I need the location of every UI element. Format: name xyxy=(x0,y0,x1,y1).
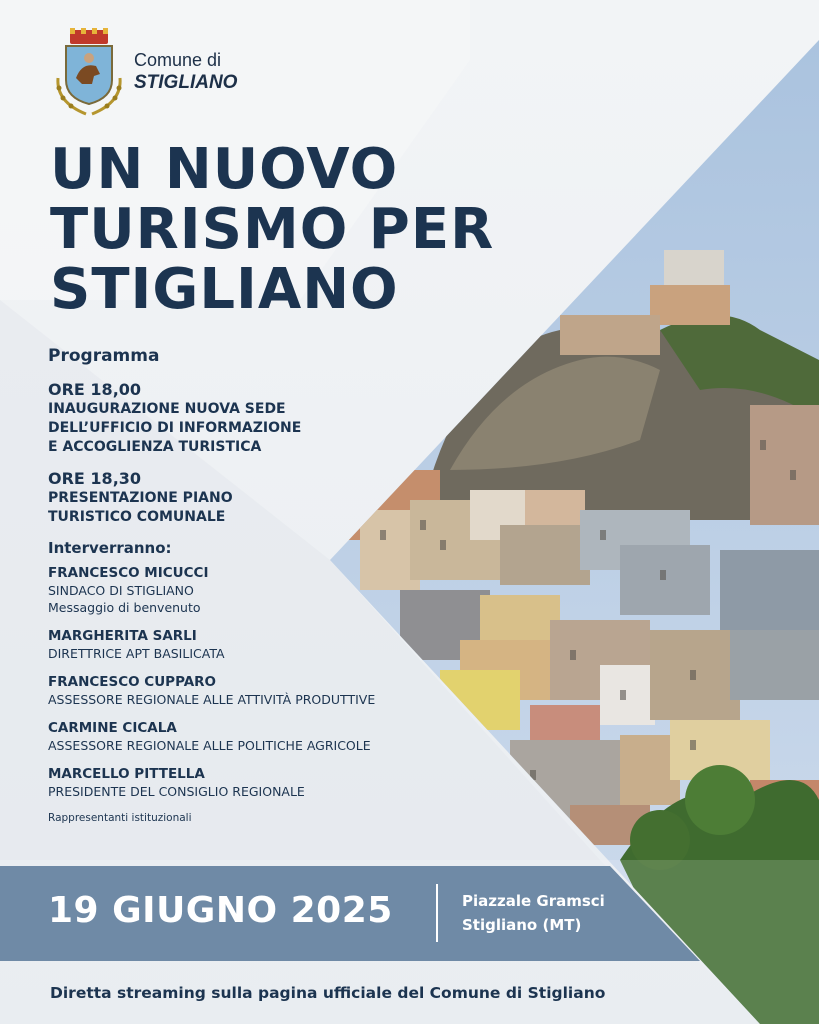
date-divider xyxy=(436,884,438,942)
speaker-role: ASSESSORE REGIONALE ALLE ATTIVITÀ PRODUTTIVE xyxy=(48,692,376,707)
slot-time: ORE 18,00 xyxy=(48,380,142,399)
slot-description-line: DELL’UFFICIO DI INFORMAZIONE xyxy=(48,420,302,436)
comune-name: STIGLIANO xyxy=(134,72,238,93)
program-heading: Programma xyxy=(48,346,160,366)
title-line-2: TURISMO PER xyxy=(50,197,495,262)
speaker-item xyxy=(48,565,468,616)
title-line-1: UN NUOVO xyxy=(50,137,399,202)
slot-description-line: TURISTICO COMUNALE xyxy=(48,509,226,525)
event-place-line-1: Piazzale Gramsci xyxy=(462,892,605,910)
representatives-note: Rappresentanti istituzionali xyxy=(48,812,192,824)
speaker-name: CARMINE CICALA xyxy=(48,720,177,736)
header xyxy=(52,28,352,118)
speaker-name: MARCELLO PITTELLA xyxy=(48,766,205,782)
event-date: 19 GIUGNO 2025 xyxy=(48,890,393,931)
program-slot xyxy=(48,469,468,527)
title-line-3: STIGLIANO xyxy=(50,257,399,322)
interventions-heading: Interverranno: xyxy=(48,539,172,557)
speaker-note: Messaggio di benvenuto xyxy=(48,600,201,615)
streaming-footer: Diretta streaming sulla pagina ufficiale del Comune di Stigliano xyxy=(50,984,606,1002)
municipal-crest-icon xyxy=(52,28,126,118)
slot-description-line: E ACCOGLIENZA TURISTICA xyxy=(48,439,262,455)
program-slot xyxy=(48,380,468,457)
slot-description-line: INAUGURAZIONE NUOVA SEDE xyxy=(48,401,286,417)
speaker-item xyxy=(48,766,468,800)
event-place-line-2: Stigliano (MT) xyxy=(462,916,582,934)
speaker-role: DIRETTRICE APT BASILICATA xyxy=(48,646,225,661)
speaker-name: FRANCESCO CUPPARO xyxy=(48,674,217,690)
program-section xyxy=(48,346,468,824)
speaker-item xyxy=(48,674,468,708)
comune-di-label: Comune di xyxy=(134,50,222,70)
speaker-role: ASSESSORE REGIONALE ALLE POLITICHE AGRICOLE xyxy=(48,738,371,753)
speaker-item xyxy=(48,628,468,662)
page-title xyxy=(50,137,610,322)
slot-description-line: PRESENTAZIONE PIANO xyxy=(48,490,233,506)
speaker-role: SINDACO DI STIGLIANO xyxy=(48,583,194,598)
speaker-name: FRANCESCO MICUCCI xyxy=(48,565,209,581)
speaker-name: MARGHERITA SARLI xyxy=(48,628,197,644)
speaker-role: PRESIDENTE DEL CONSIGLIO REGIONALE xyxy=(48,784,305,799)
slot-time: ORE 18,30 xyxy=(48,469,142,488)
speaker-item xyxy=(48,720,468,754)
